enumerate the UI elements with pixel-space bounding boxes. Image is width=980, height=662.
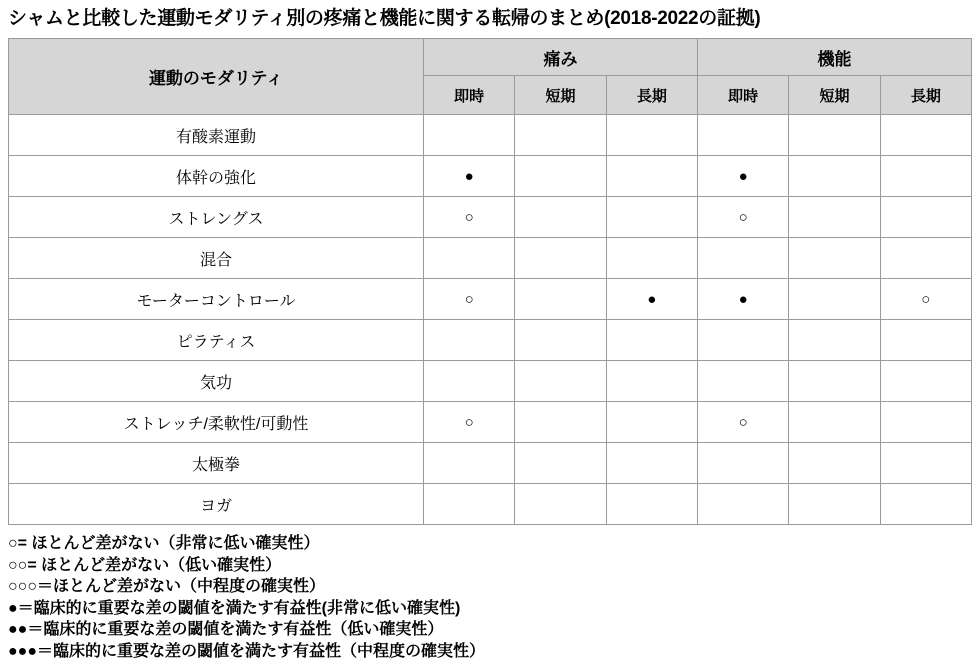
legend-item: ○○○＝ほとんど差がない（中程度の確実性） (8, 576, 972, 598)
cell-function-long (880, 320, 971, 361)
cell-pain-immediate (424, 443, 515, 484)
table-row (9, 115, 972, 156)
cell-pain-immediate: ○ (424, 279, 515, 320)
row-label: ヨガ (9, 484, 424, 525)
cell-function-short (789, 115, 880, 156)
row-label: ピラティス (9, 320, 424, 361)
table-row (9, 361, 972, 402)
cell-pain-long (606, 484, 697, 525)
cell-function-immediate (697, 484, 788, 525)
column-header-pain-long: 長期 (606, 76, 697, 115)
cell-function-immediate (697, 443, 788, 484)
cell-function-short (789, 361, 880, 402)
row-label: 有酸素運動 (9, 115, 424, 156)
cell-pain-long (606, 238, 697, 279)
cell-pain-short (515, 402, 606, 443)
cell-pain-long (606, 197, 697, 238)
cell-pain-immediate: ○ (424, 402, 515, 443)
cell-pain-short (515, 443, 606, 484)
table-row (9, 320, 972, 361)
row-label: モーターコントロール (9, 279, 424, 320)
cell-pain-short (515, 361, 606, 402)
cell-function-immediate (697, 238, 788, 279)
cell-function-long (880, 197, 971, 238)
cell-function-immediate: ● (697, 156, 788, 197)
cell-function-short (789, 156, 880, 197)
page-title: シャムと比較した運動モダリティ別の疼痛と機能に関する転帰のまとめ(2018-2022の証拠) (8, 6, 972, 32)
cell-function-immediate (697, 320, 788, 361)
cell-function-immediate: ● (697, 279, 788, 320)
column-header-function-immediate: 即時 (697, 76, 788, 115)
row-label: 混合 (9, 238, 424, 279)
column-header-function-long: 長期 (880, 76, 971, 115)
cell-function-short (789, 443, 880, 484)
row-label: 気功 (9, 361, 424, 402)
cell-pain-immediate: ● (424, 156, 515, 197)
row-label: 体幹の強化 (9, 156, 424, 197)
table-row (9, 156, 972, 197)
cell-function-short (789, 197, 880, 238)
cell-pain-long (606, 320, 697, 361)
cell-pain-short (515, 156, 606, 197)
cell-function-long (880, 402, 971, 443)
cell-function-immediate: ○ (697, 197, 788, 238)
legend-item: ●●●＝臨床的に重要な差の閾値を満たす有益性（中程度の確実性） (8, 641, 972, 662)
cell-function-long (880, 156, 971, 197)
cell-function-short (789, 279, 880, 320)
table-row (9, 484, 972, 525)
cell-pain-short (515, 484, 606, 525)
table-row (9, 443, 972, 484)
column-header-pain-immediate: 即時 (424, 76, 515, 115)
column-header-function-short: 短期 (789, 76, 880, 115)
column-group-pain: 痛み (424, 39, 698, 76)
cell-pain-immediate (424, 238, 515, 279)
cell-pain-immediate (424, 484, 515, 525)
row-label: ストレッチ/柔軟性/可動性 (9, 402, 424, 443)
cell-pain-long: ● (606, 279, 697, 320)
cell-pain-long (606, 402, 697, 443)
cell-pain-immediate (424, 361, 515, 402)
legend (8, 533, 972, 662)
table-row (9, 238, 972, 279)
cell-function-long (880, 238, 971, 279)
column-header-pain-short: 短期 (515, 76, 606, 115)
cell-pain-short (515, 115, 606, 156)
cell-pain-long (606, 156, 697, 197)
cell-pain-long (606, 443, 697, 484)
legend-item: ●●＝臨床的に重要な差の閾値を満たす有益性（低い確実性） (8, 619, 972, 641)
cell-function-short (789, 484, 880, 525)
cell-pain-short (515, 238, 606, 279)
table-body (9, 115, 972, 525)
table-header-row-groups (9, 39, 972, 76)
cell-pain-short (515, 320, 606, 361)
column-header-modality: 運動のモダリティ (9, 39, 424, 115)
legend-item: ●＝臨床的に重要な差の閾値を満たす有益性(非常に低い確実性) (8, 598, 972, 620)
cell-pain-long (606, 361, 697, 402)
cell-pain-immediate (424, 320, 515, 361)
cell-function-short (789, 238, 880, 279)
cell-pain-short (515, 197, 606, 238)
table-row (9, 279, 972, 320)
cell-function-long (880, 484, 971, 525)
cell-function-long (880, 115, 971, 156)
cell-function-long: ○ (880, 279, 971, 320)
cell-function-immediate: ○ (697, 402, 788, 443)
cell-function-long (880, 443, 971, 484)
cell-function-short (789, 402, 880, 443)
row-label: 太極拳 (9, 443, 424, 484)
cell-pain-immediate: ○ (424, 197, 515, 238)
table-row (9, 402, 972, 443)
cell-function-immediate (697, 115, 788, 156)
legend-item: ○= ほとんど差がない（非常に低い確実性） (8, 533, 972, 555)
table-row (9, 197, 972, 238)
cell-pain-long (606, 115, 697, 156)
cell-function-short (789, 320, 880, 361)
cell-pain-immediate (424, 115, 515, 156)
legend-item: ○○= ほとんど差がない（低い確実性） (8, 555, 972, 577)
outcomes-table (8, 38, 972, 525)
cell-function-long (880, 361, 971, 402)
table-header (9, 39, 972, 115)
cell-function-immediate (697, 361, 788, 402)
row-label: ストレングス (9, 197, 424, 238)
cell-pain-short (515, 279, 606, 320)
column-group-function: 機能 (697, 39, 971, 76)
